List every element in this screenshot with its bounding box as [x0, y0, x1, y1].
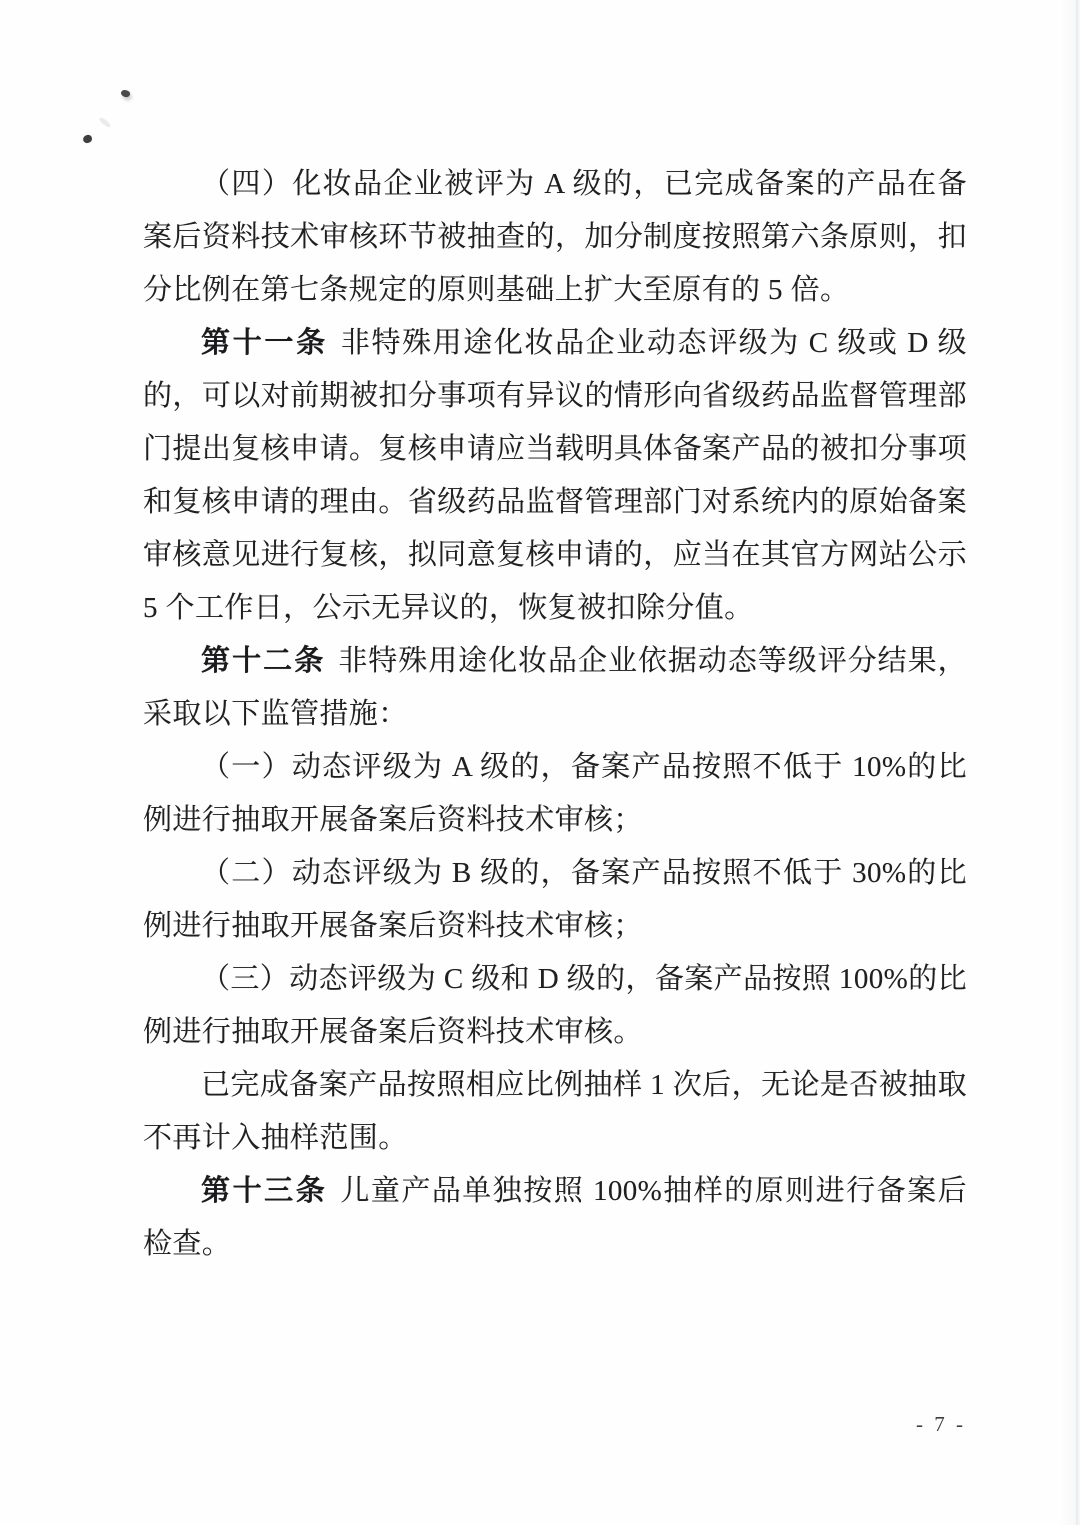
paragraph-text: （三）动态评级为 C 级和 D 级的，备案产品按照 100%的比例进行抽取开展备案后资料技术审核。	[143, 963, 967, 1048]
paragraph-text: （一）动态评级为 A 级的，备案产品按照不低于 10%的比例进行抽取开展备案后资料技术审核；	[143, 751, 967, 836]
paragraph-item-4	[143, 158, 967, 317]
paragraph-item-1	[143, 741, 967, 847]
page-number: - 7 -	[916, 1412, 966, 1436]
paragraph-article-13	[143, 1165, 967, 1271]
document-body	[143, 158, 967, 1271]
scan-edge-line	[1076, 0, 1078, 1525]
scan-speck-icon	[82, 134, 93, 144]
article-number-label: 第十二条	[201, 645, 326, 677]
paragraph-item-3	[143, 953, 967, 1059]
scan-smudge	[98, 116, 112, 129]
paragraph-article-11	[143, 317, 967, 635]
article-number-label: 第十三条	[201, 1175, 328, 1207]
scan-speck-icon	[120, 88, 131, 98]
paragraph-sampling-note	[143, 1059, 967, 1165]
paragraph-text: （四）化妆品企业被评为 A 级的，已完成备案的产品在备案后资料技术审核环节被抽查的，加分制度按照第六条原则，扣分比例在第七条规定的原则基础上扩大至原有的 5 倍。	[143, 168, 967, 306]
article-number-label: 第十一条	[201, 327, 328, 359]
paragraph-article-12	[143, 635, 967, 741]
paragraph-text: 儿童产品单独按照 100%抽样的原则进行备案后检查。	[143, 1175, 967, 1260]
paragraph-text: （二）动态评级为 B 级的，备案产品按照不低于 30%的比例进行抽取开展备案后资料技术审核；	[143, 857, 967, 942]
paragraph-text: 非特殊用途化妆品企业依据动态等级评分结果，采取以下监管措施：	[143, 645, 967, 730]
paragraph-text: 已完成备案产品按照相应比例抽样 1 次后，无论是否被抽取不再计入抽样范围。	[143, 1069, 967, 1154]
paragraph-text: 非特殊用途化妆品企业动态评级为 C 级或 D 级的，可以对前期被扣分事项有异议的情形向省级药品监督管理部门提出复核申请。复核申请应当载明具体备案产品的被扣分事项和复核申请的理由。省级药品监督管理部门对系统内的原始备案审核意见进行复核，拟同意复核申请的，应当在其官方网站公示 5 个工作日，公示无异议的，恢复被扣除分值。	[143, 327, 967, 624]
paragraph-item-2	[143, 847, 967, 953]
